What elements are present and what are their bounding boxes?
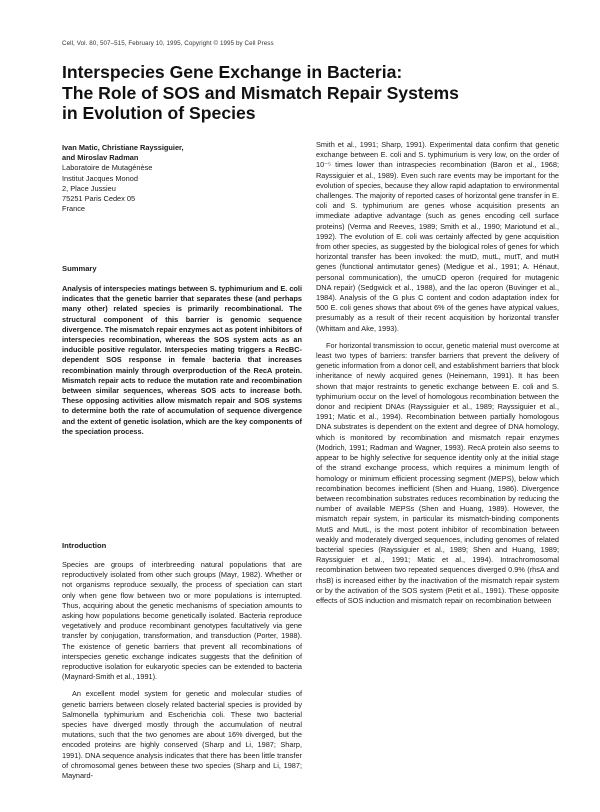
body-paragraph: For horizontal transmission to occur, genetic material must overcome at least two types of barriers: transfer barriers that prevent the delivery of genetic information from a donor cell, and establishment barriers that block inheritance of newly acquired genes (Heinemann, 1991). It has been shown that major restraints to genetic exchange between E. coli and S. typhimurium occur on the level of homologous recombination between the donor and recipient DNAs (Rayssiguier et al., 1989; Rayssiguier et al., 1991; Matic et al., 1994). Recombination between partially homologous DNA substrates is dependent on the extent and degree of DNA homology, which is monitored by recombination and mismatch repair enzymes (Modrich, 1991; Radman and Wagner, 1993). RecA protein also seems to appear to be highly selective for sequence identity only at the initial stage of the strand exchange process, which requires a minimum length of homology or minimum efficient processing segment (MEPS), below which recombination becomes inefficient (Shen and Huang, 1986). Divergence between recombination substrates reduces recombination by reducing the number of available MEPSs (Shen and Huang, 1989). However, the mismatch repair system, in particular its mismatch-binding components MutS and MutL, is the most potent inhibitor of recombination between weakly and moderately diverged sequences, including genomes of related bacterial species (Rayssiguier et al., 1989; Shen and Huang, 1989; Rayssiguier et al., 1991; Matic et al., 1994). Intrachromosomal recombination between two repeated sequences diverged 0.9% (rhsA and rhsB) is increased either by the inactivation of the mismatch repair system or by the activation of the SOS system (Petit et al., 1991). These opposite effects of SOS induction and mismatch repair on recombination between	[316, 340, 559, 605]
summary-heading: Summary	[62, 264, 97, 273]
body-paragraph: Smith et al., 1991; Sharp, 1991). Experimental data confirm that genetic exchange between E. coli and S. typhimurium is very low, on the order of 10⁻⁵ times lower than intraspecies recombination (Baron et al., 1968; Rayssiguier et al., 1989). Even such rare events may be important for the evolution of species, because they allow rapid adaptation to environmental challenges. The majority of reported cases of horizontal gene transfer in E. coli and S. typhimurium are genes whose acquisition presents an immediate adaptive advantage (such as genes encoding cell surface proteins) (Verma and Reeves, 1989; Smith et al., 1990; Mariotund et al., 1992). The evolution of E. coli was certainly affected by gene acquisition from other species, as suggested by the biological roles of genes for which horizontal transfer has been invoked: the mutD, mutL, mutT, and mutH genes (functional antimutator genes) (Medigue et al., 1991; A. Hénaut, personal communication), the umuCD operon (required for mutagenic DNA repair) (Sedgwick et al., 1988), and the lac operon (Buvinger et al., 1984). Analysis of the G plus C content and codon adaptation index for 500 E. coli genes shows that about 6% of the genes have atypical values, presumably as a result of their recent acquisition by horizontal transfer (Whittam and Ake, 1993).	[316, 140, 559, 333]
street-address: 2, Place Jussieu	[62, 183, 116, 193]
introduction-heading: Introduction	[62, 541, 107, 550]
introduction-text	[62, 560, 302, 781]
author-affiliation	[62, 143, 302, 214]
article-title	[62, 62, 532, 124]
intro-paragraph: An excellent model system for genetic and molecular studies of genetic barriers between closely related bacterial species is provided by Salmonella typhimurium and Escherichia coli. These two bacterial species have diverged mostly through the accumulation of neutral mutations, such that the two genomes are about 16% diverged, but the encoded proteins are highly conserved (Sharp and Li, 1987; Sharp, 1991). DNA sequence analysis indicates that there has been little transfer of chromosomal genes between these two species (Sharp and Li, 1987; Maynard-	[62, 689, 302, 781]
summary-paragraph: Analysis of interspecies matings between S. typhimurium and E. coli indicates that the genetic barrier that separates these (and perhaps many other) related species is primarily recombinational. The structural component of this barrier is genomic sequence divergence. The mismatch repair enzymes act as potent inhibitors of interspecies recombination, whereas the SOS system acts as an inducible positive regulator. Interspecies mating triggers a RecBC-dependent SOS response in female bacteria that increases recombination mainly through overproduction of the RecA protein. Mismatch repair acts to reduce the mutation rate and recombination between similar sequences, whereas SOS acts to increase both. These opposing activities allow mismatch repair and SOS systems to determine both the rate of accumulation of sequence divergence and the extent of genetic isolation, which are the key components of the speciation process.	[62, 284, 302, 436]
title-line: Interspecies Gene Exchange in Bacteria:	[62, 62, 403, 82]
summary-text	[62, 284, 302, 437]
city-address: 75251 Paris Cedex 05	[62, 194, 136, 204]
authors-line: and Miroslav Radman	[62, 153, 139, 163]
country: France	[62, 204, 86, 214]
authors-line: Ivan Matic, Christiane Rayssiguier,	[62, 143, 184, 152]
intro-paragraph: Species are groups of interbreeding natural populations that are reproductively isolated from other such groups (Mayr, 1982). Whether or not organisms reproduce sexually, the process of speciation can start only when gene flow between two or more populations is interrupted. Thus, acquiring about the genetic mechanisms of speciation amounts to asking how populations become genetically isolated. Bacteria reproduce vegetatively and produce recombinant genotypes facultatively via gene transfer by conjugation, transformation, and transduction (Porter, 1988). The existence of genetic barriers that prevent all recombinations of interspecies genetic exchange indicates suggests that the definition of reproductive isolation for eukaryotic species can be extended to bacteria (Maynard-Smith et al., 1991).	[62, 560, 302, 682]
lab-name: Laboratoire de Mutagénèse	[62, 163, 153, 173]
title-line: The Role of SOS and Mismatch Repair Systems	[62, 82, 459, 103]
journal-header: Cell, Vol. 80, 507–515, February 10, 1995, Copyright © 1995 by Cell Press	[62, 40, 274, 47]
institute-name: Institut Jacques Monod	[62, 173, 139, 183]
title-line: in Evolution of Species	[62, 103, 256, 123]
right-column-text	[316, 140, 559, 606]
